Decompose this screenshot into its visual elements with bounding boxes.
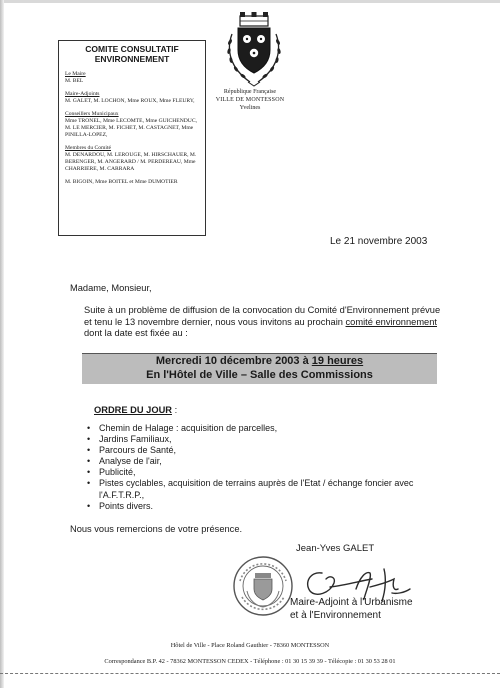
group-names: M. BEL xyxy=(65,78,84,84)
group-label: Maire-Adjoints xyxy=(65,91,100,97)
meeting-highlight-box xyxy=(82,353,437,384)
intro-text-end: dont la date est fixée au : xyxy=(84,328,188,338)
agenda-item-text: Points divers. xyxy=(99,500,154,511)
meeting-time: 19 heures xyxy=(311,355,364,367)
committee-box xyxy=(58,40,206,236)
list-item xyxy=(87,501,447,512)
committee-group-mayor xyxy=(65,71,199,85)
committee-title-line1: COMITE CONSULTATIF xyxy=(85,44,179,54)
scan-edge-left xyxy=(0,0,4,688)
municipality-heading xyxy=(200,88,300,112)
bullet-icon: • xyxy=(87,456,91,467)
list-item xyxy=(87,467,447,478)
group-names: M. GALET, M. LOCHON, Mme ROUX, Mme FLEURY, xyxy=(65,98,195,104)
list-item xyxy=(87,445,447,456)
committee-group-members xyxy=(65,145,199,173)
agenda-item-text: Analyse de l'air, xyxy=(99,456,162,467)
city-name: VILLE DE MONTESSON xyxy=(215,97,285,103)
list-item xyxy=(87,478,447,500)
committee-title xyxy=(65,44,199,64)
agenda-item-text: Pistes cyclables, acquisition de terrains auprès de l'Etat / échange foncier avec l'A.F.T.R.P., xyxy=(99,478,414,500)
group-names: M. DENARDOU, M. LEROUGE, M. HIRSCHAUER, M. BERENGER, M. ANGERARD / M. PERDEREAU, Mme CHARRIERE, M. CARRARA xyxy=(65,152,197,172)
scan-edge-top xyxy=(0,0,500,3)
salutation: Madame, Monsieur, xyxy=(70,283,152,293)
agenda-title-colon: : xyxy=(172,405,178,415)
intro-text-underlined: comité environnement xyxy=(345,316,437,327)
bullet-icon: • xyxy=(87,434,91,445)
group-label: Le Maire xyxy=(65,71,86,77)
bullet-icon: • xyxy=(87,467,91,478)
committee-title-line2: ENVIRONNEMENT xyxy=(94,54,170,64)
agenda-item-text: Chemin de Halage : acquisition de parcelles, xyxy=(99,423,278,433)
committee-group-deputy-mayors xyxy=(65,91,199,105)
meeting-date-text: Mercredi 10 décembre 2003 à xyxy=(155,355,312,367)
intro-text-start: Suite à un problème de diffusion de la convocation du Comité d'Environnement prévue et tenu le 13 novembre dernier, nous vous invitons au prochain xyxy=(84,305,441,327)
signer-role-line1: Maire-Adjoint à l'Urbanisme xyxy=(290,597,413,608)
bullet-icon: • xyxy=(87,445,91,456)
signer-name: Jean-Yves GALET xyxy=(296,543,375,554)
bullet-icon: • xyxy=(87,423,91,433)
agenda-title: ORDRE DU JOUR xyxy=(94,405,172,415)
meeting-date xyxy=(82,355,437,369)
republic-label: République Française xyxy=(223,89,277,95)
list-item xyxy=(87,456,447,467)
group-names: Mme TRONEL, Mme LECOMTE, Mme GUICHENDUC, M. LE MERCIER, M. FICHET, M. CASTAGNET, Mme PINILLA-LOPEZ, xyxy=(65,118,197,138)
closing-thanks: Nous vous remercions de votre présence. xyxy=(70,524,243,534)
agenda-item-text: Parcours de Santé, xyxy=(99,445,177,456)
footer-contact: Correspondance B.P. 42 - 78362 MONTESSON CEDEX - Téléphone : 01 30 15 39 39 - Télécopie : 01 30 53 28 01 xyxy=(104,658,396,665)
bullet-icon: • xyxy=(87,478,91,489)
list-item xyxy=(87,434,447,445)
agenda-heading xyxy=(94,405,177,415)
group-label: Membres du Comité xyxy=(65,145,111,151)
letter-date: Le 21 novembre 2003 xyxy=(330,236,428,247)
committee-group-councillors xyxy=(65,111,199,139)
group-label: Conseillers Municipaux xyxy=(65,111,119,117)
agenda-item-text: Jardins Familiaux, xyxy=(99,434,172,445)
signer-role xyxy=(290,597,413,622)
signer-role-line2: et à l'Environnement xyxy=(290,609,381,621)
department-name: Yvelines xyxy=(239,105,261,111)
montesson-crest-icon xyxy=(218,12,290,92)
agenda-item-text: Publicité, xyxy=(99,467,136,478)
agenda-list xyxy=(87,423,447,512)
footer-address: Hôtel de Ville - Place Roland Gauthier - 78360 MONTESSON xyxy=(170,642,330,649)
group-names: M. BIGOIN, Mme BOITEL et Mme DUMOTIER xyxy=(65,179,178,185)
official-stamp-icon xyxy=(232,555,294,617)
meeting-place: En l'Hôtel de Ville – Salle des Commissions xyxy=(146,368,373,381)
bullet-icon: • xyxy=(87,500,91,511)
committee-group-other xyxy=(65,179,199,186)
intro-paragraph xyxy=(84,305,444,340)
footer-divider xyxy=(0,673,500,676)
list-item xyxy=(87,423,447,434)
